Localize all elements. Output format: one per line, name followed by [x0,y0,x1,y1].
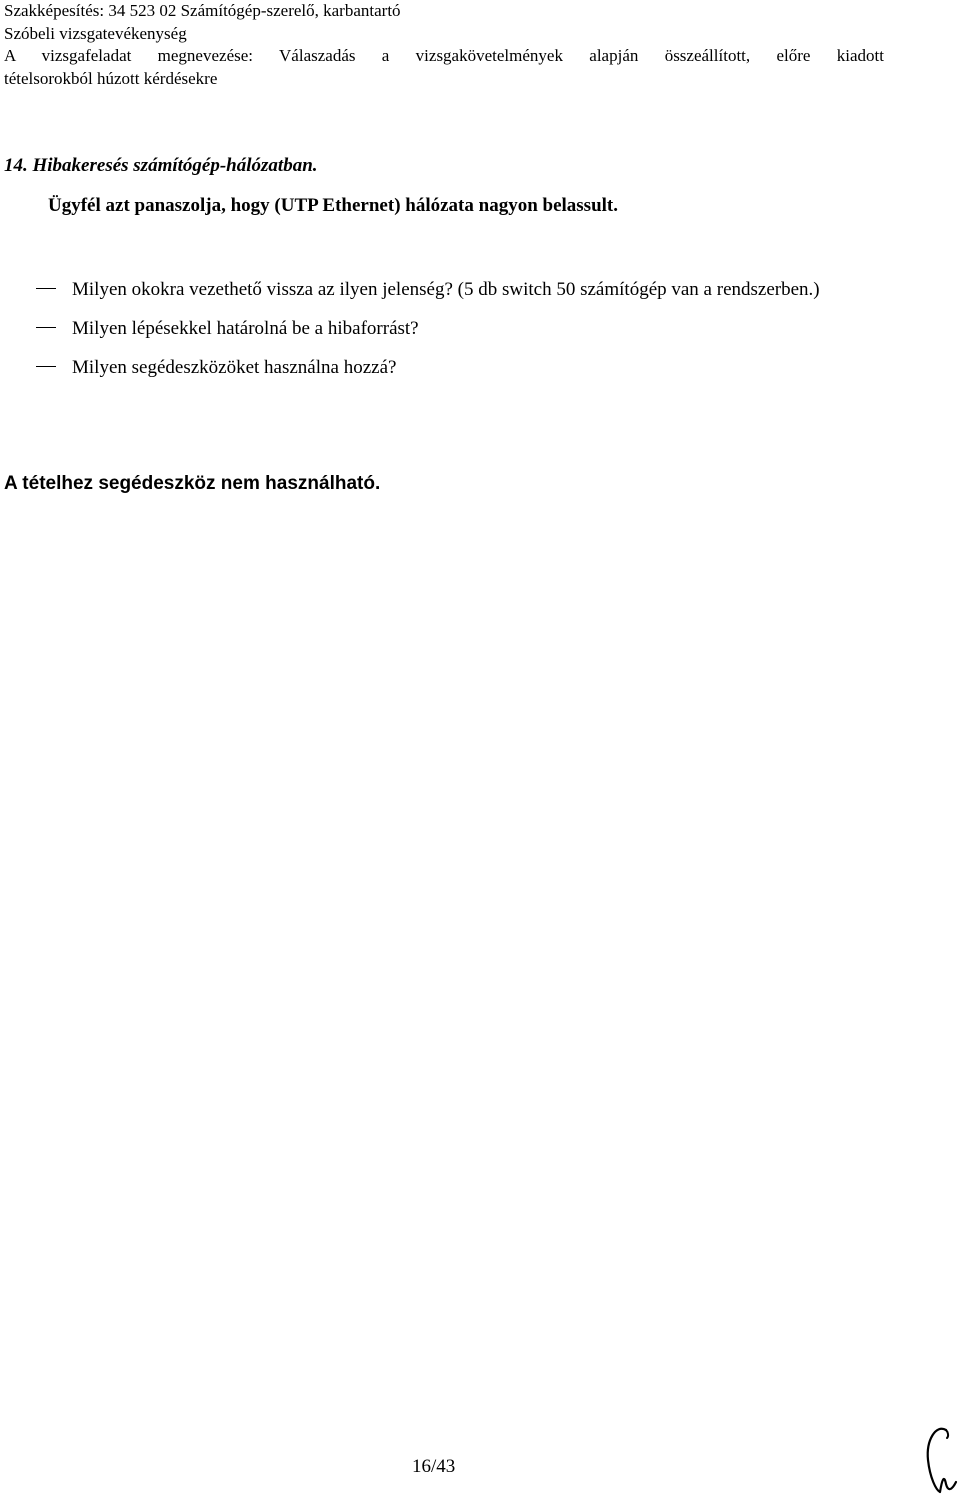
header-exam-activity: Szóbeli vizsgatevékenység [4,23,187,43]
list-item [36,311,878,347]
header-task-name: A vizsgafeladat megnevezése: Válaszadás a vizsgakövetelmények alapján összeállított, előre kiadott [4,46,884,65]
list-item [36,350,878,386]
task-title: 14. Hibakeresés számítógép-hálózatban. [4,155,318,176]
header-qualification: Szakképesítés: 34 523 02 Számítógép-szerelő, karbantartó [4,1,401,20]
dash-bullet-icon [36,327,56,328]
dash-bullet-icon [36,366,56,367]
task-scenario: Ügyfél azt panaszolja, hogy (UTP Ethernet) hálózata nagyon belassult. [48,195,618,216]
question-list [36,272,878,389]
question-text: Milyen lépésekkel határolná be a hibaforrást? [72,318,419,339]
signature-icon [918,1420,960,1500]
list-item [36,272,878,308]
question-text: Milyen okokra vezethető vissza az ilyen jelenség? (5 db switch 50 számítógép van a rendszerben.) [72,279,820,300]
tools-note: A tételhez segédeszköz nem használható. [4,473,381,494]
page-number: 16/43 [412,1456,456,1477]
question-text: Milyen segédeszközöket használna hozzá? [72,357,397,378]
document-header [4,0,884,90]
dash-bullet-icon [36,288,56,289]
header-task-name-cont: tételsorokból húzott kérdésekre [4,68,218,88]
